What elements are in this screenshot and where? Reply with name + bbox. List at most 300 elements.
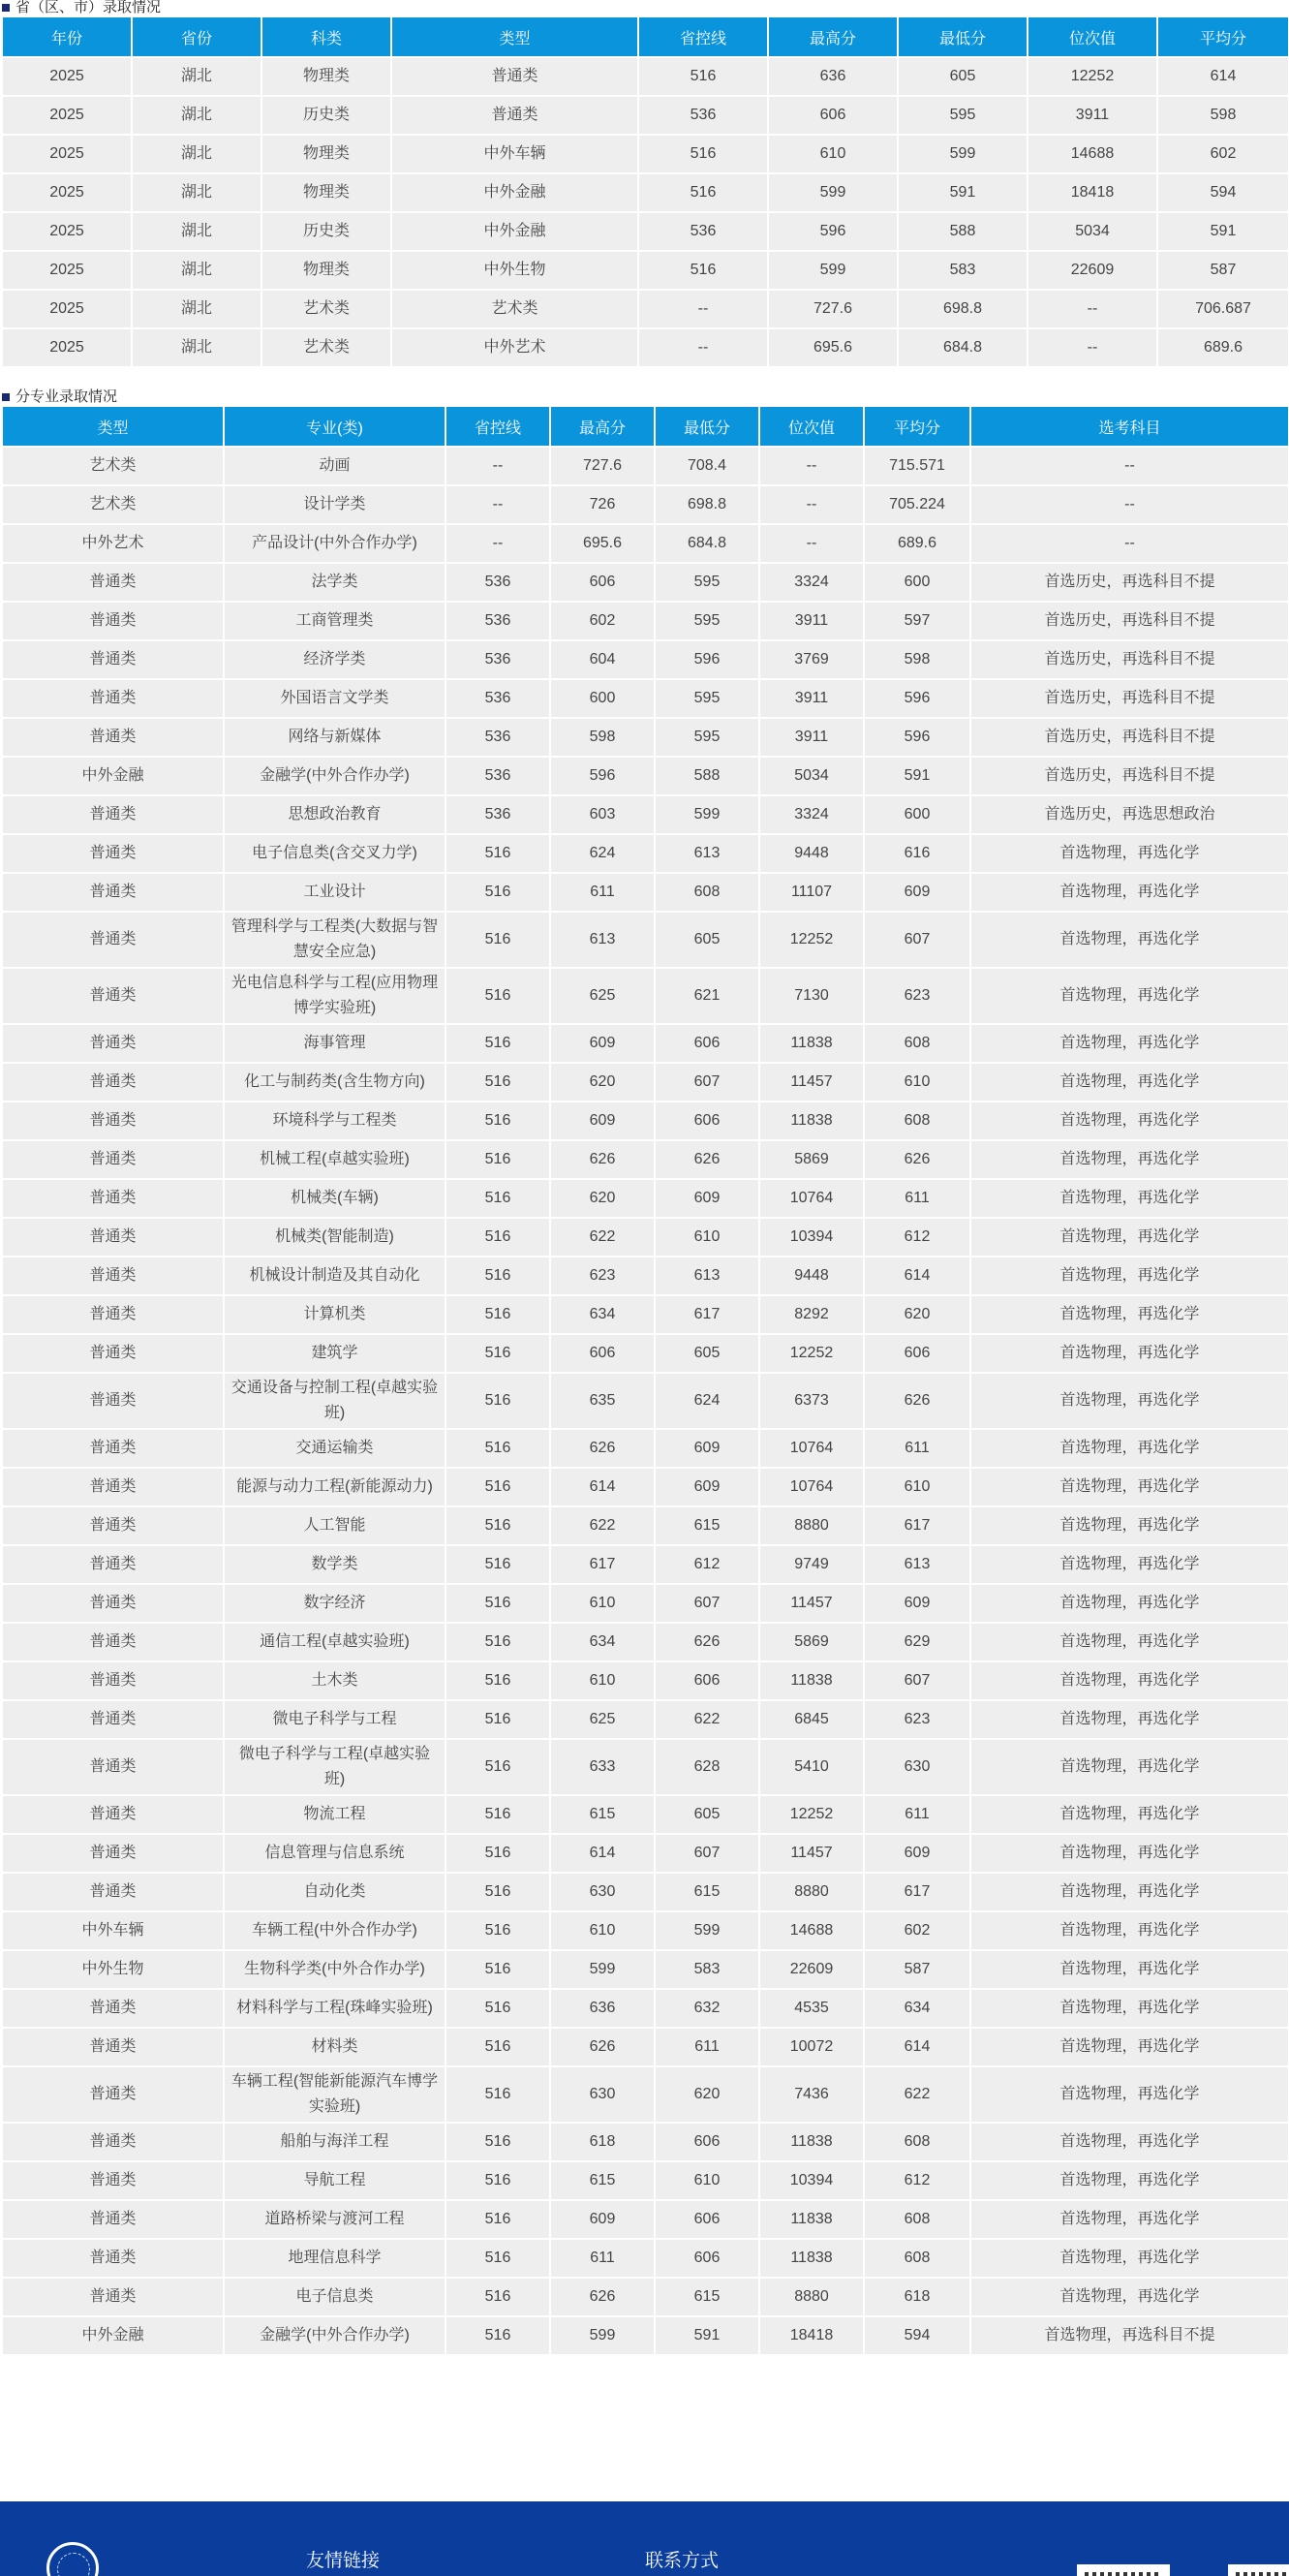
table-cell: 3911 <box>1028 96 1157 135</box>
table-cell: 交通运输类 <box>224 1429 445 1468</box>
table-cell: 普通类 <box>2 1179 224 1218</box>
table-cell: 首选物理，再选化学 <box>970 1295 1289 1334</box>
table-cell: 2025 <box>2 57 132 96</box>
table-row <box>2 1950 1289 1989</box>
table-cell: 中外生物 <box>391 251 638 290</box>
column-header: 最高分 <box>550 406 655 447</box>
table-cell: 587 <box>1157 251 1289 290</box>
table-cell: 首选物理，再选化学 <box>970 1795 1289 1834</box>
table-cell: 516 <box>445 1873 550 1911</box>
table-cell: 首选历史，再选科目不提 <box>970 757 1289 795</box>
table-cell: 物理类 <box>261 251 391 290</box>
table-cell: 616 <box>864 834 970 873</box>
table-cell: 516 <box>445 2123 550 2161</box>
table-cell: 516 <box>445 2316 550 2355</box>
table-cell: 610 <box>864 1063 970 1102</box>
table-cell: 516 <box>445 1429 550 1468</box>
table-cell: 首选物理，再选化学 <box>970 1873 1289 1911</box>
province-section-title: 省（区、市）录取情况 <box>0 0 1289 16</box>
table-cell: 606 <box>768 96 898 135</box>
table-cell: 2025 <box>2 135 132 173</box>
table-cell: 605 <box>898 57 1028 96</box>
table-cell: 588 <box>655 757 759 795</box>
table-cell: 普通类 <box>2 1989 224 2028</box>
table-cell: 历史类 <box>261 96 391 135</box>
table-cell: 620 <box>655 2066 759 2123</box>
table-cell: 18418 <box>1028 173 1157 212</box>
table-cell: 首选物理，再选化学 <box>970 1429 1289 1468</box>
table-cell: 湖北 <box>132 173 261 212</box>
table-cell: 首选物理，再选化学 <box>970 1140 1289 1179</box>
table-cell: 机械设计制造及其自动化 <box>224 1257 445 1295</box>
table-cell: 607 <box>655 1063 759 1102</box>
table-cell: 生物科学类(中外合作办学) <box>224 1950 445 1989</box>
table-cell: 596 <box>768 212 898 251</box>
table-cell: 516 <box>445 1584 550 1623</box>
table-cell: 614 <box>864 1257 970 1295</box>
table-cell: 8292 <box>759 1295 864 1334</box>
table-cell: 516 <box>445 1295 550 1334</box>
table-cell: 607 <box>655 1584 759 1623</box>
table-cell: 化工与制药类(含生物方向) <box>224 1063 445 1102</box>
table-cell: 600 <box>864 563 970 602</box>
table-cell: 614 <box>864 2028 970 2066</box>
table-cell: 首选物理，再选化学 <box>970 1911 1289 1950</box>
table-row <box>2 912 1289 968</box>
table-cell: 5869 <box>759 1140 864 1179</box>
table-cell: 湖北 <box>132 290 261 328</box>
table-cell: 516 <box>445 2161 550 2200</box>
table-cell: 629 <box>864 1623 970 1661</box>
table-cell: 595 <box>655 602 759 640</box>
table-row <box>2 96 1289 135</box>
table-cell: 613 <box>550 912 655 968</box>
table-cell: 首选历史，再选科目不提 <box>970 718 1289 757</box>
table-cell: 人工智能 <box>224 1506 445 1545</box>
table-cell: 电子信息类(含交叉力学) <box>224 834 445 873</box>
table-cell: 625 <box>550 968 655 1024</box>
table-cell: 普通类 <box>2 2066 224 2123</box>
table-cell: 588 <box>898 212 1028 251</box>
table-cell: 普通类 <box>2 1429 224 1468</box>
table-cell: 598 <box>1157 96 1289 135</box>
table-cell: 636 <box>768 57 898 96</box>
table-row <box>2 679 1289 718</box>
table-cell: 605 <box>655 912 759 968</box>
column-header: 平均分 <box>864 406 970 447</box>
table-cell: 普通类 <box>2 2028 224 2066</box>
site-footer <box>0 2501 1289 2576</box>
table-cell: -- <box>970 485 1289 524</box>
table-cell: 首选物理，再选化学 <box>970 968 1289 1024</box>
table-cell: -- <box>759 447 864 485</box>
table-cell: 9448 <box>759 1257 864 1295</box>
table-cell: 12252 <box>759 1334 864 1373</box>
table-row <box>2 2161 1289 2200</box>
table-cell: 产品设计(中外合作办学) <box>224 524 445 563</box>
table-cell: 首选物理，再选化学 <box>970 1102 1289 1140</box>
table-cell: 首选物理，再选化学 <box>970 2123 1289 2161</box>
table-cell: 地理信息科学 <box>224 2239 445 2278</box>
table-cell: 普通类 <box>2 834 224 873</box>
table-cell: 普通类 <box>2 1140 224 1179</box>
table-cell: 物理类 <box>261 57 391 96</box>
table-cell: 609 <box>655 1429 759 1468</box>
column-header: 类型 <box>391 16 638 57</box>
table-cell: 599 <box>768 251 898 290</box>
table-row <box>2 1911 1289 1950</box>
table-cell: 普通类 <box>2 2278 224 2316</box>
table-cell: 首选历史，再选科目不提 <box>970 602 1289 640</box>
table-cell: 普通类 <box>2 1739 224 1795</box>
table-cell: 11838 <box>759 1661 864 1700</box>
table-cell: 516 <box>445 1834 550 1873</box>
table-cell: 工商管理类 <box>224 602 445 640</box>
table-cell: 首选物理，再选化学 <box>970 1506 1289 1545</box>
table-cell: 536 <box>445 795 550 834</box>
table-cell: 599 <box>655 795 759 834</box>
table-row <box>2 1373 1289 1429</box>
table-cell: 695.6 <box>768 328 898 367</box>
table-cell: 609 <box>550 1102 655 1140</box>
table-row <box>2 1429 1289 1468</box>
table-row <box>2 1584 1289 1623</box>
table-cell: 3911 <box>759 679 864 718</box>
table-cell: 8880 <box>759 1506 864 1545</box>
table-cell: 普通类 <box>2 1257 224 1295</box>
table-cell: 516 <box>445 1257 550 1295</box>
table-cell: 727.6 <box>550 447 655 485</box>
table-cell: 普通类 <box>2 1545 224 1584</box>
table-cell: 10072 <box>759 2028 864 2066</box>
table-cell: 艺术类 <box>2 447 224 485</box>
table-cell: 626 <box>550 2028 655 2066</box>
table-cell: 普通类 <box>2 1063 224 1102</box>
table-cell: 602 <box>550 602 655 640</box>
square-bullet-icon <box>2 393 10 401</box>
table-cell: 602 <box>864 1911 970 1950</box>
table-cell: 思想政治教育 <box>224 795 445 834</box>
table-cell: 11457 <box>759 1834 864 1873</box>
table-cell: 11838 <box>759 2239 864 2278</box>
table-cell: 首选物理，再选化学 <box>970 1739 1289 1795</box>
table-cell: 596 <box>550 757 655 795</box>
table-cell: 609 <box>864 1584 970 1623</box>
table-cell: 外国语言文学类 <box>224 679 445 718</box>
table-cell: 607 <box>864 1661 970 1700</box>
table-cell: 595 <box>655 718 759 757</box>
table-cell: -- <box>445 524 550 563</box>
table-cell: 信息管理与信息系统 <box>224 1834 445 1873</box>
table-cell: 普通类 <box>2 1506 224 1545</box>
university-logo-icon <box>46 2542 99 2576</box>
table-cell: 516 <box>445 1623 550 1661</box>
table-cell: 普通类 <box>2 679 224 718</box>
table-cell: 516 <box>445 912 550 968</box>
table-cell: 599 <box>898 135 1028 173</box>
column-header: 专业(类) <box>224 406 445 447</box>
table-cell: 516 <box>445 1140 550 1179</box>
table-cell: 中外金融 <box>2 757 224 795</box>
table-cell: 516 <box>445 1334 550 1373</box>
column-header: 省控线 <box>638 16 768 57</box>
table-cell: 3911 <box>759 602 864 640</box>
table-cell: 615 <box>550 1795 655 1834</box>
table-cell: 516 <box>638 57 768 96</box>
table-row <box>2 718 1289 757</box>
table-cell: 516 <box>445 1545 550 1584</box>
table-cell: 18418 <box>759 2316 864 2355</box>
table-cell: 首选物理，再选化学 <box>970 1468 1289 1506</box>
table-cell: 595 <box>898 96 1028 135</box>
table-row <box>2 1873 1289 1911</box>
table-cell: 能源与动力工程(新能源动力) <box>224 1468 445 1506</box>
table-cell: 道路桥梁与渡河工程 <box>224 2200 445 2239</box>
table-row <box>2 173 1289 212</box>
table-cell: 622 <box>550 1218 655 1257</box>
table-cell: 船舶与海洋工程 <box>224 2123 445 2161</box>
table-header-row <box>2 16 1289 57</box>
table-cell: 11838 <box>759 1024 864 1063</box>
table-cell: 613 <box>864 1545 970 1584</box>
table-cell: 中外艺术 <box>2 524 224 563</box>
table-cell: 615 <box>655 1873 759 1911</box>
table-cell: 艺术类 <box>261 290 391 328</box>
table-cell: 614 <box>550 1834 655 1873</box>
table-cell: 708.4 <box>655 447 759 485</box>
table-cell: 626 <box>864 1140 970 1179</box>
table-row <box>2 447 1289 485</box>
table-cell: 2025 <box>2 96 132 135</box>
table-row <box>2 328 1289 367</box>
table-cell: 536 <box>638 96 768 135</box>
table-cell: 598 <box>864 640 970 679</box>
table-cell: 626 <box>550 2278 655 2316</box>
table-row <box>2 251 1289 290</box>
table-cell: 普通类 <box>2 1623 224 1661</box>
table-cell: 605 <box>655 1334 759 1373</box>
table-cell: 599 <box>550 2316 655 2355</box>
table-cell: 622 <box>655 1700 759 1739</box>
table-cell: 10394 <box>759 2161 864 2200</box>
table-cell: 626 <box>550 1429 655 1468</box>
table-cell: 623 <box>864 1700 970 1739</box>
table-cell: 首选物理，再选化学 <box>970 2278 1289 2316</box>
table-cell: 车辆工程(中外合作办学) <box>224 1911 445 1950</box>
table-cell: 591 <box>864 757 970 795</box>
table-cell: 684.8 <box>655 524 759 563</box>
table-cell: 普通类 <box>391 96 638 135</box>
table-cell: 首选物理，再选化学 <box>970 2028 1289 2066</box>
qr-code-icon <box>1077 2564 1170 2576</box>
table-cell: 3324 <box>759 563 864 602</box>
table-row <box>2 1179 1289 1218</box>
table-cell: 首选物理，再选化学 <box>970 1584 1289 1623</box>
table-cell: 普通类 <box>2 2161 224 2200</box>
table-cell: 516 <box>445 1989 550 2028</box>
table-cell: 536 <box>445 563 550 602</box>
table-cell: 首选历史，再选思想政治 <box>970 795 1289 834</box>
table-cell: -- <box>970 524 1289 563</box>
table-cell: 首选物理，再选化学 <box>970 1179 1289 1218</box>
table-cell: 583 <box>655 1950 759 1989</box>
table-cell: 普通类 <box>2 1873 224 1911</box>
table-cell: 11107 <box>759 873 864 912</box>
table-cell: 610 <box>655 1218 759 1257</box>
table-cell: 626 <box>655 1623 759 1661</box>
table-cell: 633 <box>550 1739 655 1795</box>
table-cell: 普通类 <box>2 1334 224 1373</box>
table-cell: 632 <box>655 1989 759 2028</box>
table-cell: 微电子科学与工程 <box>224 1700 445 1739</box>
table-row <box>2 1140 1289 1179</box>
table-cell: 626 <box>864 1373 970 1429</box>
table-cell: 11838 <box>759 2123 864 2161</box>
table-cell: 经济学类 <box>224 640 445 679</box>
column-header: 位次值 <box>759 406 864 447</box>
table-cell: 艺术类 <box>261 328 391 367</box>
table-cell: 10764 <box>759 1429 864 1468</box>
table-cell: 608 <box>864 1024 970 1063</box>
table-cell: 12252 <box>759 1795 864 1834</box>
table-cell: 726 <box>550 485 655 524</box>
table-cell: 612 <box>655 1545 759 1584</box>
table-cell: 首选物理，再选化学 <box>970 1063 1289 1102</box>
column-header: 省控线 <box>445 406 550 447</box>
table-cell: 606 <box>655 2200 759 2239</box>
table-cell: 516 <box>445 834 550 873</box>
table-cell: 516 <box>638 135 768 173</box>
table-cell: 数字经济 <box>224 1584 445 1623</box>
table-cell: 594 <box>864 2316 970 2355</box>
table-cell: 617 <box>550 1545 655 1584</box>
table-cell: 2025 <box>2 328 132 367</box>
table-cell: 516 <box>445 1063 550 1102</box>
column-header: 选考科目 <box>970 406 1289 447</box>
province-section <box>0 0 1289 368</box>
table-cell: 首选物理，再选化学 <box>970 1834 1289 1873</box>
table-cell: 湖北 <box>132 57 261 96</box>
table-cell: 606 <box>655 1024 759 1063</box>
table-cell: 620 <box>550 1063 655 1102</box>
table-cell: 630 <box>864 1739 970 1795</box>
table-cell: 516 <box>445 1700 550 1739</box>
table-cell: 597 <box>864 602 970 640</box>
table-cell: 628 <box>655 1739 759 1795</box>
table-cell: 609 <box>864 1834 970 1873</box>
table-cell: 727.6 <box>768 290 898 328</box>
table-cell: 536 <box>445 679 550 718</box>
table-cell: 516 <box>445 1218 550 1257</box>
table-cell: 普通类 <box>2 1795 224 1834</box>
table-cell: 536 <box>445 718 550 757</box>
table-cell: 630 <box>550 2066 655 2123</box>
table-cell: -- <box>1028 290 1157 328</box>
table-cell: 海事管理 <box>224 1024 445 1063</box>
table-cell: 610 <box>655 2161 759 2200</box>
square-bullet-icon <box>2 4 10 12</box>
table-cell: 609 <box>864 873 970 912</box>
table-cell: 516 <box>445 1950 550 1989</box>
table-cell: 艺术类 <box>2 485 224 524</box>
table-cell: 网络与新媒体 <box>224 718 445 757</box>
table-row <box>2 1661 1289 1700</box>
table-cell: 普通类 <box>2 1218 224 1257</box>
table-cell: 首选物理，再选化学 <box>970 1257 1289 1295</box>
table-cell: 12252 <box>759 912 864 968</box>
table-cell: 600 <box>864 795 970 834</box>
table-row <box>2 524 1289 563</box>
table-cell: 516 <box>638 173 768 212</box>
table-row <box>2 1623 1289 1661</box>
table-cell: 516 <box>445 1506 550 1545</box>
table-cell: 5034 <box>1028 212 1157 251</box>
table-cell: 5034 <box>759 757 864 795</box>
table-cell: 首选物理，再选化学 <box>970 1989 1289 2028</box>
column-header: 科类 <box>261 16 391 57</box>
table-cell: 610 <box>768 135 898 173</box>
table-cell: 600 <box>550 679 655 718</box>
table-cell: 618 <box>864 2278 970 2316</box>
table-cell: 2025 <box>2 212 132 251</box>
table-row <box>2 1989 1289 2028</box>
table-row <box>2 1739 1289 1795</box>
table-cell: 普通类 <box>2 1584 224 1623</box>
table-cell: 4535 <box>759 1989 864 2028</box>
table-cell: 596 <box>864 718 970 757</box>
table-cell: 5869 <box>759 1623 864 1661</box>
table-cell: 516 <box>445 1795 550 1834</box>
table-cell: 金融学(中外合作办学) <box>224 757 445 795</box>
table-cell: 599 <box>655 1911 759 1950</box>
table-cell: 22609 <box>759 1950 864 1989</box>
table-cell: 622 <box>864 2066 970 2123</box>
table-cell: 611 <box>550 873 655 912</box>
table-header-row <box>2 406 1289 447</box>
table-cell: 中外车辆 <box>391 135 638 173</box>
table-cell: 11457 <box>759 1584 864 1623</box>
table-cell: 591 <box>1157 212 1289 251</box>
table-cell: 516 <box>445 1911 550 1950</box>
table-cell: 605 <box>655 1795 759 1834</box>
table-cell: 首选物理，再选化学 <box>970 1950 1289 1989</box>
table-cell: 715.571 <box>864 447 970 485</box>
table-cell: 9749 <box>759 1545 864 1584</box>
table-cell: -- <box>638 328 768 367</box>
table-cell: 609 <box>655 1179 759 1218</box>
friendly-links-heading: 友情链接 <box>306 2551 381 2571</box>
table-cell: 689.6 <box>864 524 970 563</box>
table-cell: 普通类 <box>2 2239 224 2278</box>
table-cell: 698.8 <box>898 290 1028 328</box>
table-cell: 机械类(车辆) <box>224 1179 445 1218</box>
table-cell: 587 <box>864 1950 970 1989</box>
table-cell: 609 <box>550 1024 655 1063</box>
table-cell: 首选物理，再选化学 <box>970 1024 1289 1063</box>
table-cell: 615 <box>655 2278 759 2316</box>
table-cell: 516 <box>445 873 550 912</box>
table-cell: 705.224 <box>864 485 970 524</box>
table-cell: 516 <box>445 1179 550 1218</box>
table-row <box>2 1545 1289 1584</box>
table-cell: 8880 <box>759 1873 864 1911</box>
table-row <box>2 1795 1289 1834</box>
table-cell: 596 <box>655 640 759 679</box>
table-cell: 机械类(智能制造) <box>224 1218 445 1257</box>
table-cell: 首选物理，再选化学 <box>970 912 1289 968</box>
table-row <box>2 602 1289 640</box>
table-row <box>2 1468 1289 1506</box>
